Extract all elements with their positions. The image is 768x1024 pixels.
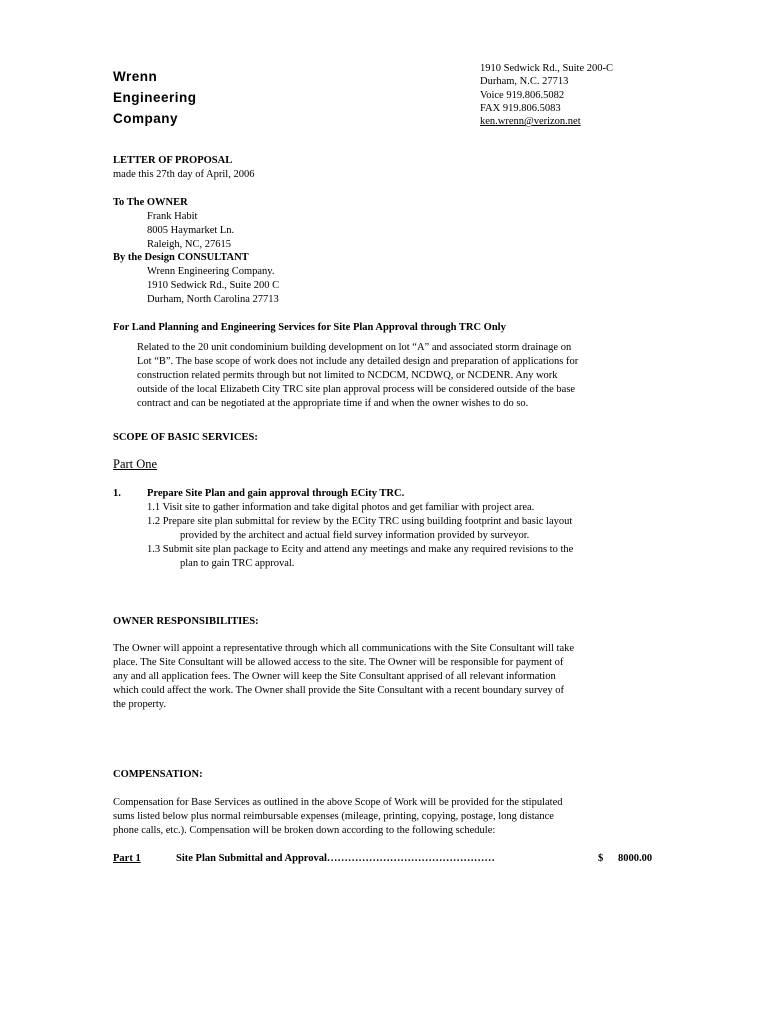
sub-item-continuation: plan to gain TRC approval. <box>180 558 295 569</box>
responsibilities-heading: OWNER RESPONSIBILITIES: <box>113 616 259 627</box>
company-address-block <box>480 62 613 128</box>
responsibilities-line: the property. <box>113 699 166 710</box>
part1-amount: 8000.00 <box>618 853 653 864</box>
part1-label: Part 1 <box>113 853 141 864</box>
letter-date: made this 27th day of April, 2006 <box>113 169 255 180</box>
consultant-name: Wrenn Engineering Company. <box>147 266 275 277</box>
owner-name: Frank Habit <box>147 211 198 222</box>
email-link[interactable]: ken.wrenn@verizon.net <box>480 116 581 128</box>
letter-title: LETTER OF PROPOSAL <box>113 155 233 166</box>
consultant-heading: By the Design CONSULTANT <box>113 252 249 263</box>
company-name-line: Engineering <box>113 90 197 105</box>
compensation-line: phone calls, etc.). Compensation will be broken down according to the following schedule: <box>113 825 496 836</box>
sub-item: 1.2 Prepare site plan submittal for review by the ECity TRC using building footprint and basic layout <box>147 516 573 527</box>
item-title: Prepare Site Plan and gain approval through ECity TRC. <box>147 488 405 499</box>
owner-street: 8005 Haymarket Ln. <box>147 225 235 236</box>
scope-heading: SCOPE OF BASIC SERVICES: <box>113 432 258 443</box>
part1-description: Site Plan Submittal and Approval………………………………………… <box>176 853 495 864</box>
consultant-street: 1910 Sedwick Rd., Suite 200 C <box>147 280 280 291</box>
sub-item-continuation: provided by the architect and actual field survey information provided by surveyor. <box>180 530 530 541</box>
responsibilities-line: any and all application fees. The Owner will keep the Site Consultant apprised of all relevant information <box>113 671 556 682</box>
services-paragraph-line: contract and can be negotiated at the appropriate time if and when the owner wishes to do so. <box>137 398 529 409</box>
owner-city: Raleigh, NC, 27615 <box>147 239 231 250</box>
part-one-title: Part One <box>113 457 158 471</box>
address-line: Durham, N.C. 27713 <box>480 76 569 88</box>
phone-line: Voice 919.806.5082 <box>480 89 565 101</box>
responsibilities-line: place. The Site Consultant will be allowed access to the site. The Owner will be responsible for payment of <box>113 657 564 668</box>
consultant-city: Durham, North Carolina 27713 <box>147 294 279 305</box>
company-name <box>113 66 197 129</box>
company-name-line: Company <box>113 111 179 126</box>
item-number: 1. <box>113 488 121 499</box>
services-paragraph-line: Lot “B”. The base scope of work does not include any detailed design and preparation of applications for <box>137 356 579 367</box>
sub-item: 1.1 Visit site to gather information and take digital photos and get familiar with project area. <box>147 502 535 513</box>
compensation-line: Compensation for Base Services as outlined in the above Scope of Work will be provided for the stipulated <box>113 797 563 808</box>
address-line: 1910 Sedwick Rd., Suite 200-C <box>480 63 613 74</box>
compensation-heading: COMPENSATION: <box>113 769 203 780</box>
sub-item: 1.3 Submit site plan package to Ecity and attend any meetings and make any required revisions to the <box>147 544 574 555</box>
company-name-line: Wrenn <box>113 69 158 84</box>
services-paragraph-line: outside of the local Elizabeth City TRC site plan approval process will be considered outside of the base <box>137 384 576 395</box>
services-paragraph-line: Related to the 20 unit condominium building development on lot “A” and associated storm drainage on <box>137 342 572 353</box>
owner-heading: To The OWNER <box>113 197 188 208</box>
responsibilities-line: The Owner will appoint a representative through which all communications with the Site Consultant will take <box>113 643 575 654</box>
responsibilities-line: which could affect the work. The Owner shall provide the Site Consultant with a recent boundary survey of <box>113 685 564 696</box>
fax-line: FAX 919.806.5083 <box>480 102 561 114</box>
services-heading: For Land Planning and Engineering Services for Site Plan Approval through TRC Only <box>113 322 506 333</box>
part1-currency: $ <box>598 853 604 864</box>
services-paragraph-line: construction related permits through but not limited to NCDCM, NCDWQ, or NCDENR. Any work <box>137 370 558 381</box>
compensation-line: sums listed below plus normal reimbursable expenses (mileage, printing, copying, postage, long distance <box>113 811 554 822</box>
